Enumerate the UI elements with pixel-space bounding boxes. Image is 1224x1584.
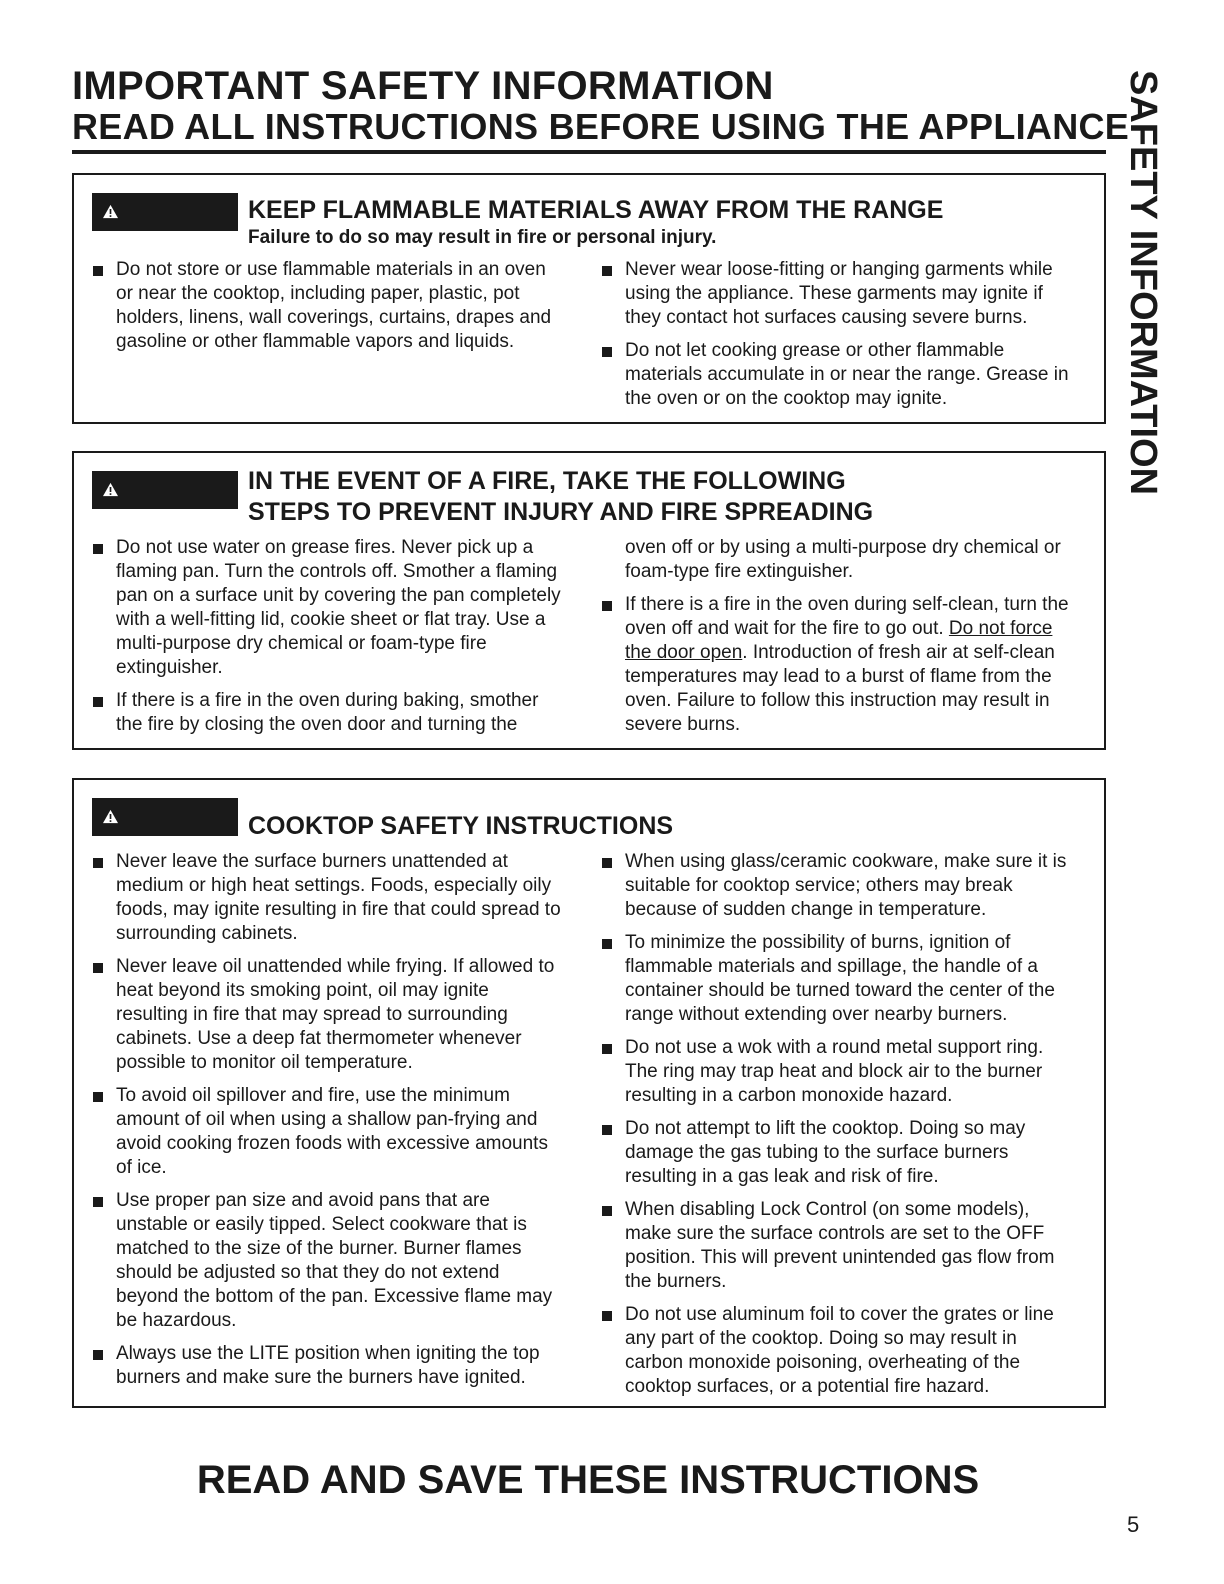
left-column [91,258,561,363]
list-item [91,850,561,946]
item-text: Do not use water on grease fires. Never pick up a flaming pan. Turn the controls off. Smother a flaming pan on a surface unit by covering the pan completely with a well-fitting lid, cookie sheet or flat tray. Use a multi-purpose dry chemical or foam-type fire extinguisher. [116,537,561,678]
item-text: Never leave the surface burners unattended at medium or high heat settings. Foods, especially oily foods, may ignite resulting in fire that could spread to surrounding cabinets. [116,851,561,944]
bullet-icon [602,1206,612,1216]
item-text: Always use the LITE position when igniting the top burners and make sure the burners have ignited. [116,1343,540,1388]
list-item [600,593,1070,737]
item-text: Never leave oil unattended while frying. If allowed to heat beyond its smoking point, oil may ignite resulting in fire that may spread to surrounding cabinets. Use a deep fat thermometer whenever possible to monitor oil temperature. [116,956,555,1073]
item-text: If there is a fire in the oven during self-clean, turn the oven off and wait for the fire to go out. [625,594,1069,639]
item-text: . Introduction of fresh air at self-clean temperatures may lead to a burst of flame from the oven. Failure to follow this instruction may result in severe burns. [625,642,1055,735]
item-text: oven off or by using a multi-purpose dry chemical or foam-type fire extinguisher. [625,537,1061,582]
heading-line: IN THE EVENT OF A FIRE, TAKE THE FOLLOWING [248,467,846,495]
right-column [600,850,1070,1408]
warning-label [92,798,238,836]
item-text: Use proper pan size and avoid pans that are unstable or easily tipped. Select cookware that is matched to the size of the burner. Burner flames should be adjusted so that they do not extend beyond the bottom of the pan. Excessive flame may be hazardous. [116,1190,553,1331]
warning-label [92,193,238,231]
item-text: Do not use aluminum foil to cover the grates or line any part of the cooktop. Doing so may result in carbon monoxide poisoning, overheating of the cooktop surfaces, or a potential fire hazard. [625,1304,1054,1397]
bullet-icon [602,1311,612,1321]
bullet-icon [93,544,103,554]
section-flammable [72,173,1106,424]
warning-triangle-icon [102,482,119,497]
bullet-icon [93,697,103,707]
right-column [600,536,1070,746]
side-tab-label: SAFETY INFORMATION [1122,70,1164,496]
item-text: Do not store or use flammable materials in an oven or near the cooktop, including paper, plastic, pot holders, linens, wall coverings, curtains, drapes and gasoline or other flammable vapors and liquids. [116,259,552,352]
list-item-continued [600,536,1070,584]
item-text: Never wear loose-fitting or hanging garments while using the appliance. These garments may ignite if they contact hot surfaces causing severe burns. [625,259,1053,328]
item-text: When disabling Lock Control (on some models), make sure the surface controls are set to the OFF position. This will prevent unintended gas flow from the burners. [625,1199,1055,1292]
bullet-icon [93,1092,103,1102]
section-heading [248,466,873,528]
list-item [600,1198,1070,1294]
bullet-icon [93,1197,103,1207]
emphasis-text: Do not force the door open [625,618,1053,663]
item-text: Do not let cooking grease or other flammable materials accumulate in or near the range. Grease in the oven or on the cooktop may ignite. [625,340,1069,409]
side-tab [1120,70,1165,515]
warning-triangle-icon [102,809,119,824]
page-number: 5 [1127,1512,1140,1537]
list-item [600,339,1070,411]
list-item [91,258,561,354]
list-item [91,1189,561,1333]
item-text: Do not attempt to lift the cooktop. Doing so may damage the gas tubing to the surface burners resulting in a gas leak and risk of fire. [625,1118,1026,1187]
bullet-icon [602,266,612,276]
left-column [91,536,561,746]
item-text: When using glass/ceramic cookware, make sure it is suitable for cooktop service; others may break because of sudden change in temperature. [625,851,1067,920]
bullet-icon [602,1125,612,1135]
bullet-icon [602,1044,612,1054]
bullet-icon [602,601,612,611]
warning-label [92,471,238,509]
right-column [600,258,1070,420]
list-item [600,931,1070,1027]
item-text: To minimize the possibility of burns, ignition of flammable materials and spillage, the handle of a container should be turned toward the center of the range without extending over nearby burners. [625,932,1055,1025]
item-text: To avoid oil spillover and fire, use the minimum amount of oil when using a shallow pan-frying and avoid cooking frozen foods with excessive amounts of ice. [116,1085,548,1178]
list-item [91,689,561,737]
bullet-icon [602,939,612,949]
bullet-icon [93,963,103,973]
page-title: IMPORTANT SAFETY INFORMATION [72,64,774,108]
bullet-icon [93,858,103,868]
bullet-icon [602,347,612,357]
section-subheading: Failure to do so may result in fire or personal injury. [248,227,717,248]
list-item [91,1084,561,1180]
bullet-icon [93,266,103,276]
list-item [600,258,1070,330]
left-column [91,850,561,1399]
list-item [91,955,561,1075]
page-subtitle: READ ALL INSTRUCTIONS BEFORE USING THE APPLIANCE [72,106,1130,147]
list-item [600,1117,1070,1189]
item-text: Do not use a wok with a round metal support ring. The ring may trap heat and block air to the burner resulting in a carbon monoxide hazard. [625,1037,1044,1106]
list-item [600,1303,1070,1399]
list-item [600,850,1070,922]
bullet-icon [602,858,612,868]
bullet-icon [93,1350,103,1360]
section-heading: KEEP FLAMMABLE MATERIALS AWAY FROM THE RANGE [248,196,944,224]
section-fire [72,451,1106,750]
section-heading: COOKTOP SAFETY INSTRUCTIONS [248,812,674,840]
section-cooktop [72,778,1106,1408]
title-rule [72,150,1106,154]
list-item [91,536,561,680]
item-text: If there is a fire in the oven during baking, smother the fire by closing the oven door and turning the [116,690,539,735]
list-item [91,1342,561,1390]
footer-heading: READ AND SAVE THESE INSTRUCTIONS [196,1458,980,1502]
list-item [600,1036,1070,1108]
heading-line: STEPS TO PREVENT INJURY AND FIRE SPREADING [248,498,874,526]
warning-triangle-icon [102,204,119,219]
